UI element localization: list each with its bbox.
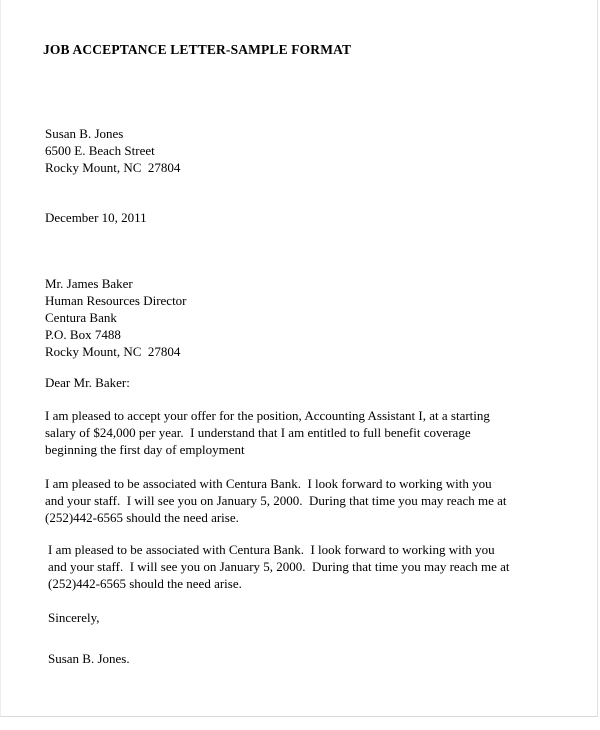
signature-name: Susan B. Jones. bbox=[48, 651, 130, 666]
body-paragraph-1 bbox=[45, 407, 570, 458]
sender-name: Susan B. Jones bbox=[45, 126, 124, 141]
paragraph-1-line-1: I am pleased to accept your offer for the position, Accounting Assistant I, at a starting bbox=[45, 408, 490, 423]
paragraph-2-line-1: I am pleased to be associated with Centura Bank. I look forward to working with you bbox=[45, 476, 492, 491]
salutation-text: Dear Mr. Baker: bbox=[45, 375, 130, 390]
paragraph-2-line-2: and your staff. I will see you on January 5, 2000. During that time you may reach me at bbox=[45, 493, 507, 508]
sender-city-state-zip: Rocky Mount, NC 27804 bbox=[45, 160, 181, 175]
body-paragraph-3 bbox=[48, 541, 573, 592]
page-title: JOB ACCEPTANCE LETTER-SAMPLE FORMAT bbox=[43, 42, 352, 57]
paragraph-1-line-2: salary of $24,000 per year. I understand that I am entitled to full benefit coverage bbox=[45, 425, 471, 440]
recipient-name: Mr. James Baker bbox=[45, 276, 133, 291]
sender-street: 6500 E. Beach Street bbox=[45, 143, 155, 158]
paragraph-3-line-2: and your staff. I will see you on January 5, 2000. During that time you may reach me at bbox=[48, 559, 510, 574]
closing-text: Sincerely, bbox=[48, 610, 100, 625]
recipient-address-block bbox=[45, 275, 187, 360]
recipient-company: Centura Bank bbox=[45, 310, 117, 325]
salutation bbox=[45, 374, 130, 391]
signature bbox=[48, 650, 130, 667]
date-text: December 10, 2011 bbox=[45, 210, 147, 225]
paragraph-3-line-1: I am pleased to be associated with Centura Bank. I look forward to working with you bbox=[48, 542, 495, 557]
paragraph-3-line-3: (252)442-6565 should the need arise. bbox=[48, 576, 242, 591]
recipient-street: P.O. Box 7488 bbox=[45, 327, 121, 342]
sender-address-block bbox=[45, 125, 180, 176]
paragraph-2-line-3: (252)442-6565 should the need arise. bbox=[45, 510, 239, 525]
recipient-job-title: Human Resources Director bbox=[45, 293, 187, 308]
body-paragraph-2 bbox=[45, 475, 570, 526]
recipient-city-state-zip: Rocky Mount, NC 27804 bbox=[45, 344, 181, 359]
closing bbox=[48, 609, 100, 626]
letter-date bbox=[45, 209, 147, 226]
paragraph-1-line-3: beginning the first day of employment bbox=[45, 442, 245, 457]
